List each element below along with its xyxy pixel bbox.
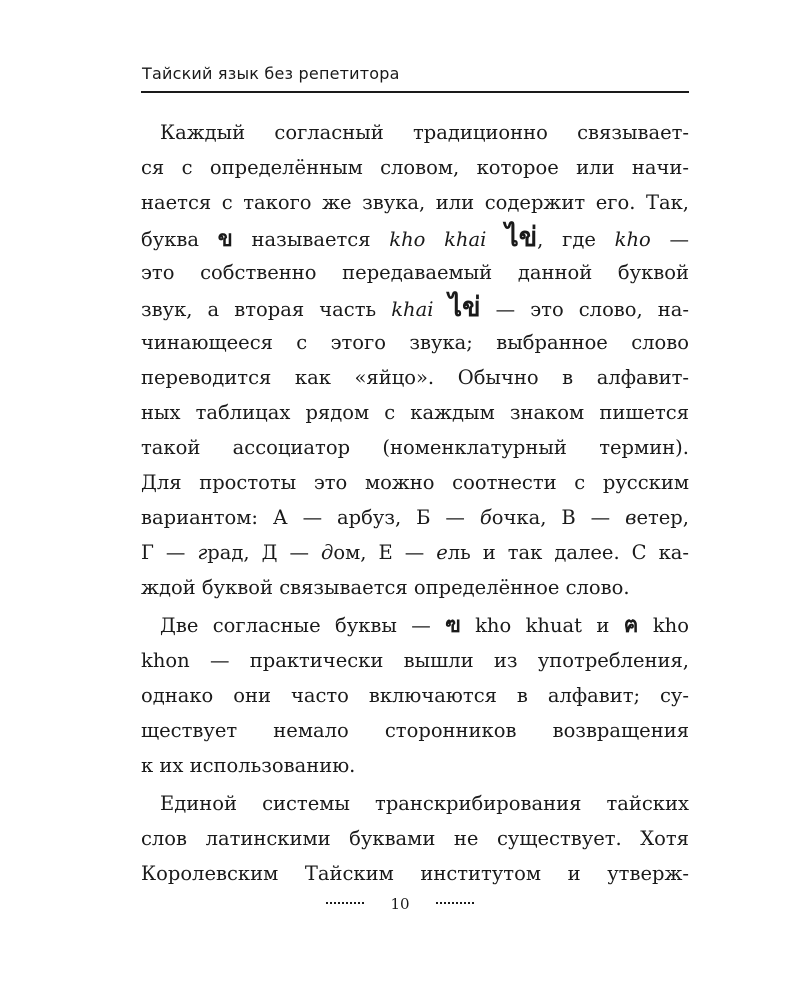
text-line: вариантом: А — арбуз, Б — бочка, В — ветер, <box>141 506 689 529</box>
thai-letter: ฃ <box>445 613 461 638</box>
footer-dots-right <box>436 902 474 904</box>
text-line: ждой буквой связывается определённое слово. <box>141 576 630 599</box>
text-line: ществует немало сторонников возвращения <box>141 719 689 742</box>
thai-word: ไข่ <box>505 222 538 253</box>
thai-word: ไข่ <box>448 292 481 323</box>
header-rule <box>141 91 689 93</box>
transliteration: kho <box>614 228 651 251</box>
text-line: это собственно передаваемый данной буквой <box>141 261 689 284</box>
text-line: Г — град, Д — дом, Е — ель и так далее. С ка- <box>141 541 690 564</box>
page-footer <box>0 895 800 913</box>
running-header: Тайский язык без репетитора <box>142 64 400 83</box>
text-line: такой ассоциатор (номенклатурный термин). <box>141 436 689 459</box>
text-line: переводится как «яйцо». Обычно в алфавит- <box>141 366 689 389</box>
thai-letter: ฅ <box>623 613 639 638</box>
text-line: буква ข называется kho khai ไข่, где kho — <box>141 222 689 253</box>
text-line: к их использованию. <box>141 754 356 777</box>
text-line: Каждый согласный традиционно связывает- <box>160 121 689 144</box>
text-line: звук, а вторая часть khai ไข่ — это слово, на- <box>141 292 690 323</box>
text-line: ся с определённым словом, которое или начи- <box>141 156 689 179</box>
text-line: khon — практически вышли из употребления, <box>141 649 689 672</box>
text-line: слов латинскими буквами не существует. Хотя <box>141 827 689 850</box>
text-line: ных таблицах рядом с каждым знаком пишется <box>141 401 689 424</box>
text-line: Королевским Тайским институтом и утверж- <box>141 862 689 885</box>
transliteration: kho khai <box>389 228 487 251</box>
thai-letter: ข <box>217 227 233 252</box>
body-text <box>141 115 689 891</box>
paragraph-3 <box>141 786 689 891</box>
paragraph-1 <box>141 115 689 605</box>
text-line: Единой системы транскрибирования тайских <box>160 792 689 815</box>
transliteration: khai <box>391 298 434 321</box>
paragraph-2 <box>141 608 689 783</box>
text-line: Для простоты это можно соотнести с русским <box>141 471 689 494</box>
text-line: Две согласные буквы — ฃ kho khuat и ฅ kho <box>160 613 689 638</box>
page-number: 10 <box>390 895 410 913</box>
text-line: однако они часто включаются в алфавит; су- <box>141 684 689 707</box>
footer-dots-left <box>326 902 364 904</box>
text-line: нается с такого же звука, или содержит его. Так, <box>141 191 689 214</box>
text-line: чинающееся с этого звука; выбранное слово <box>141 331 689 354</box>
